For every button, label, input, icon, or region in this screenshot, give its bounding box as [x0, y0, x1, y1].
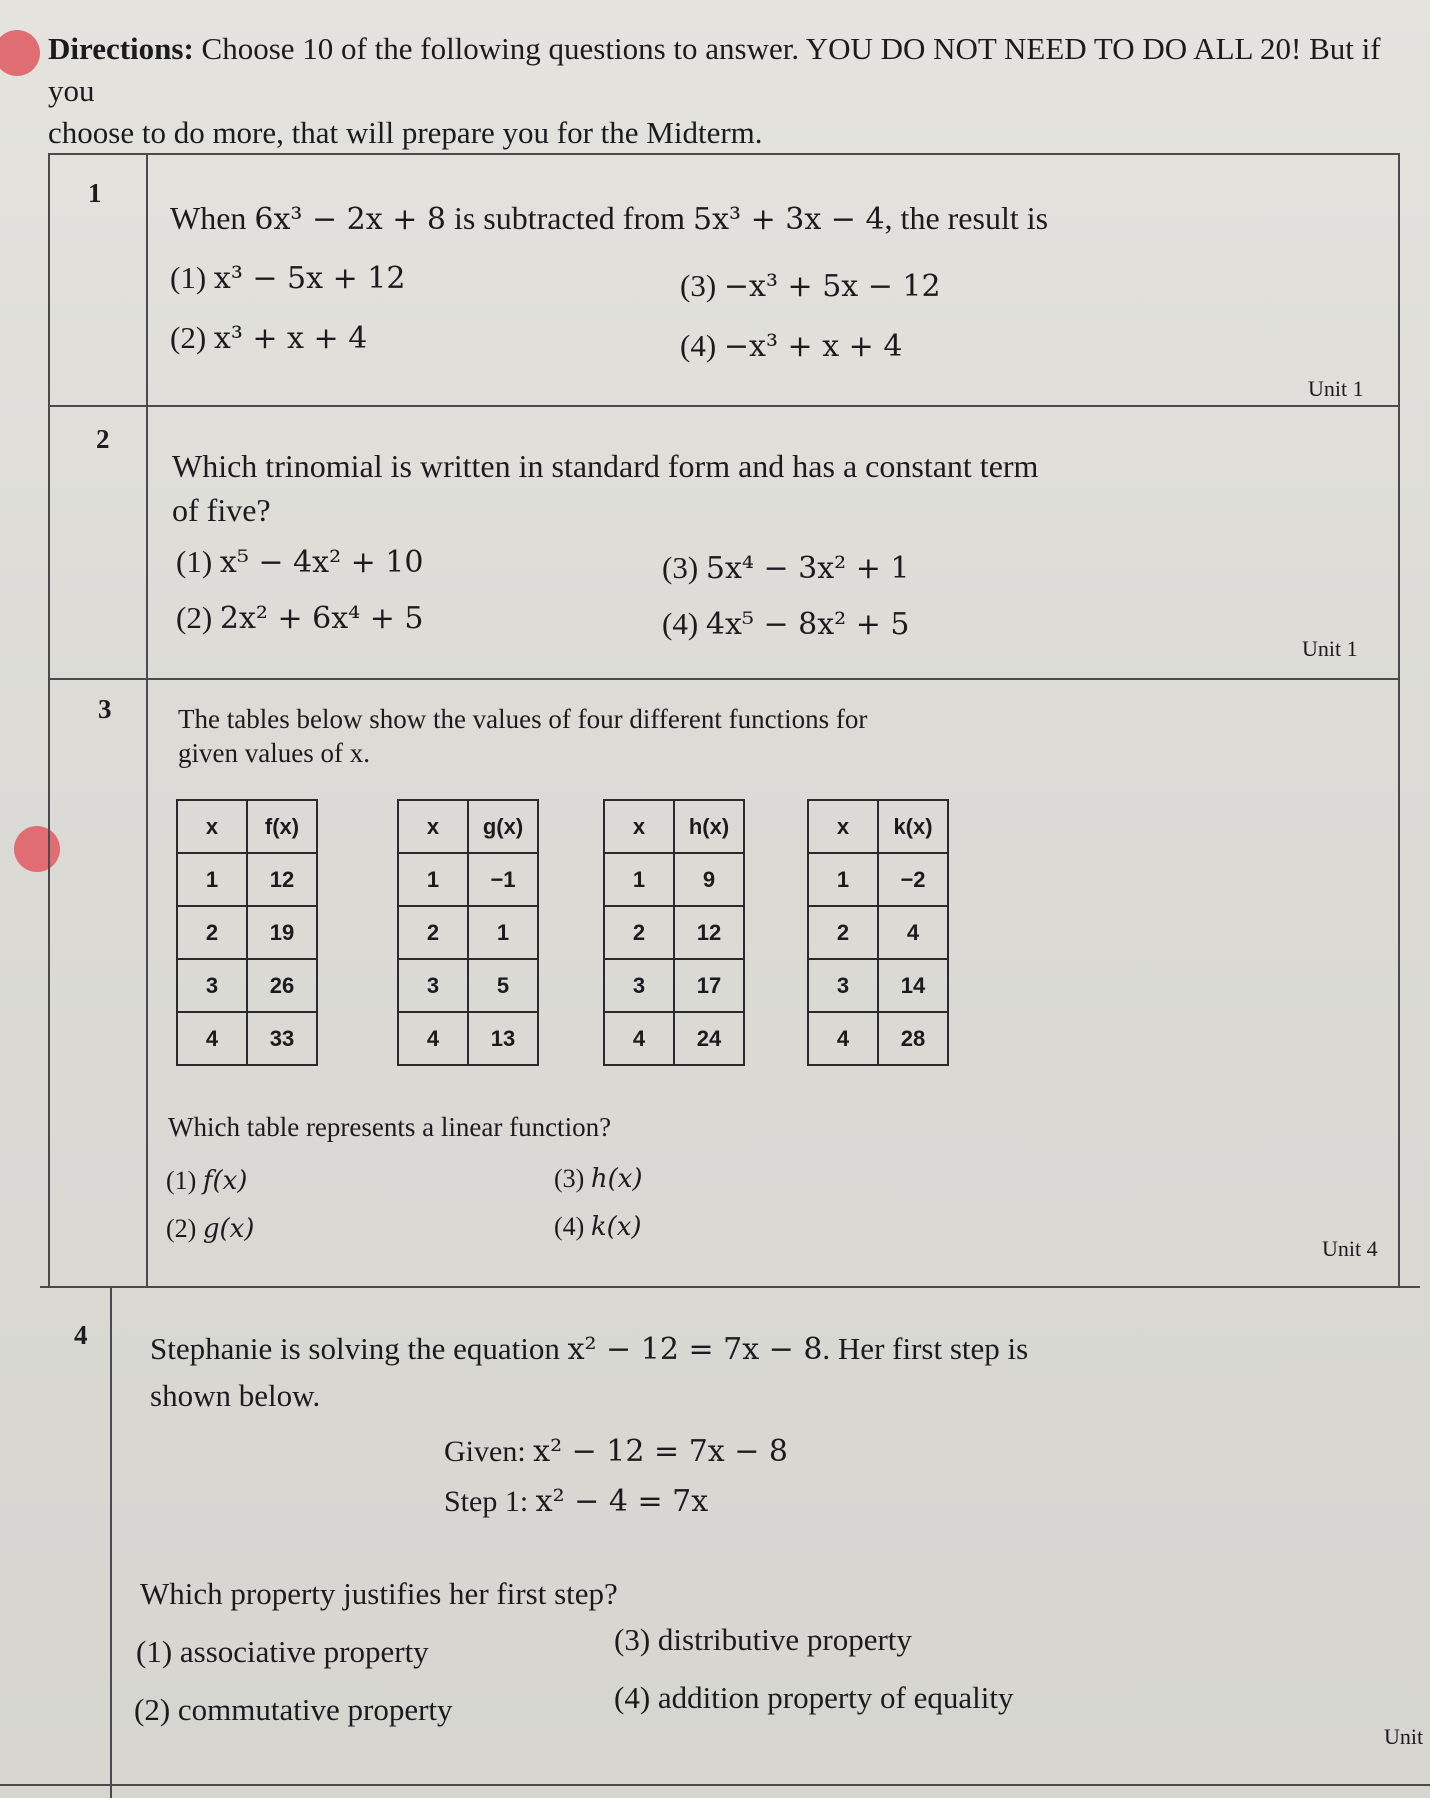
- directions-line-2: choose to do more, that will prepare you for the Midterm.: [48, 115, 763, 150]
- table-cell: 2: [604, 906, 674, 959]
- table-cell: 28: [878, 1012, 948, 1065]
- option-value: −x³ + x + 4: [723, 329, 903, 364]
- option-value: 5x⁴ − 3x² + 1: [705, 551, 910, 586]
- question-1-option-4[interactable]: [680, 328, 902, 364]
- function-table-k: [807, 799, 949, 1066]
- question-3-unit: Unit 4: [1322, 1236, 1378, 1261]
- table-cell: 4: [398, 1012, 468, 1065]
- table-cell: 9: [674, 853, 744, 906]
- table-cell: 5: [468, 959, 538, 1012]
- table-cell: 2: [398, 906, 468, 959]
- question-3-option-4[interactable]: [554, 1212, 642, 1242]
- table-row: [604, 959, 744, 1012]
- question-4-unit: Unit: [1384, 1724, 1424, 1749]
- table-cell: 3: [808, 959, 878, 1012]
- table-header-y: g(x): [468, 800, 538, 853]
- question-4-prompt: Which property justifies her first step?: [140, 1576, 618, 1611]
- q4-number-column-divider: [110, 1286, 112, 1798]
- question-1-text-post: , the result is: [884, 200, 1049, 236]
- table-cell: 17: [674, 959, 744, 1012]
- question-1-option-2[interactable]: [170, 320, 367, 356]
- question-1-unit: Unit 1: [1308, 376, 1364, 401]
- table-row: [808, 853, 948, 906]
- question-4-text-pre: Stephanie is solving the equation: [150, 1331, 568, 1366]
- option-label: (1): [170, 260, 207, 295]
- directions-label: Directions:: [48, 31, 194, 66]
- option-value: x³ − 5x + 12: [213, 261, 406, 296]
- table-cell: 13: [468, 1012, 538, 1065]
- option-value: h(x): [590, 1164, 643, 1194]
- table-cell: 1: [177, 853, 247, 906]
- function-table-f: [176, 799, 318, 1066]
- question-4-option-1[interactable]: [136, 1634, 429, 1670]
- question-2-option-4[interactable]: [662, 606, 909, 642]
- option-label: (4): [662, 606, 699, 641]
- option-value: 4x⁵ − 8x² + 5: [705, 607, 910, 642]
- table-row: [177, 959, 317, 1012]
- option-value: f(x): [202, 1166, 248, 1196]
- option-label: (2): [170, 320, 207, 355]
- question-4-text: [150, 1326, 1028, 1419]
- table-cell: 19: [247, 906, 317, 959]
- directions-line-1: Choose 10 of the following questions to answer. YOU DO NOT NEED TO DO ALL 20! But if you: [48, 31, 1381, 108]
- question-1-text-mid: is subtracted from: [445, 200, 693, 236]
- question-3-option-3[interactable]: [554, 1164, 643, 1194]
- question-4-text-line-2: shown below.: [150, 1378, 321, 1413]
- question-4-step-1: [444, 1484, 708, 1519]
- question-1-option-1[interactable]: [170, 260, 405, 296]
- red-marker-dot: [14, 826, 60, 872]
- table-header-row: [604, 800, 744, 853]
- option-value: g(x): [202, 1214, 255, 1244]
- question-3-prompt: Which table represents a linear function?: [168, 1112, 612, 1142]
- table-cell: −1: [468, 853, 538, 906]
- question-3-text-line-2: given values of x.: [178, 738, 370, 768]
- table-row: [177, 906, 317, 959]
- table-cell: −2: [878, 853, 948, 906]
- question-1-expr-b: 5x³ + 3x − 4: [693, 202, 885, 237]
- table-header-row: [177, 800, 317, 853]
- table-cell: 4: [878, 906, 948, 959]
- table-cell: 3: [604, 959, 674, 1012]
- option-label: (3): [680, 268, 717, 303]
- question-3-number: 3: [98, 694, 112, 724]
- table-row: [808, 1012, 948, 1065]
- function-table-h: [603, 799, 745, 1066]
- table-row: [808, 959, 948, 1012]
- table-cell: 1: [468, 906, 538, 959]
- question-4-text-post: . Her first step is: [822, 1331, 1029, 1366]
- table-cell: 12: [247, 853, 317, 906]
- option-label: (4): [554, 1212, 585, 1241]
- table-cell: 4: [604, 1012, 674, 1065]
- table-cell: 4: [177, 1012, 247, 1065]
- question-2-text-line-2: of five?: [172, 492, 271, 528]
- table-border-bottom: [0, 1784, 1430, 1786]
- question-4-given: [444, 1434, 788, 1469]
- row-divider-2: [48, 678, 1400, 680]
- table-header-x: x: [398, 800, 468, 853]
- table-header-y: k(x): [878, 800, 948, 853]
- question-1-text: [170, 196, 1048, 242]
- option-label: (3): [614, 1622, 651, 1657]
- table-header-row: [808, 800, 948, 853]
- question-3-option-1[interactable]: [166, 1166, 247, 1196]
- question-2-option-3[interactable]: [662, 550, 909, 586]
- table-cell: 1: [604, 853, 674, 906]
- option-label: (1): [176, 544, 213, 579]
- option-label: (3): [554, 1164, 585, 1193]
- table-cell: 33: [247, 1012, 317, 1065]
- question-1-option-3[interactable]: [680, 268, 941, 304]
- table-cell: 14: [878, 959, 948, 1012]
- option-value: 2x² + 6x⁴ + 5: [219, 601, 424, 636]
- step-label: Step 1:: [444, 1485, 536, 1518]
- table-header-x: x: [177, 800, 247, 853]
- question-3-text-line-1: The tables below show the values of four different functions for: [178, 704, 868, 734]
- row-divider-3: [40, 1286, 1420, 1288]
- table-cell: 2: [808, 906, 878, 959]
- table-cell: 26: [247, 959, 317, 1012]
- option-label: (4): [680, 328, 717, 363]
- table-border-top: [48, 153, 1400, 155]
- question-4-option-3[interactable]: [614, 1622, 912, 1658]
- question-1-number: 1: [88, 178, 102, 208]
- option-label: (1): [136, 1634, 173, 1669]
- row-divider-1: [48, 405, 1400, 407]
- question-2-text: [172, 444, 1372, 532]
- directions: [48, 28, 1418, 154]
- table-row: [398, 853, 538, 906]
- table-header-x: x: [808, 800, 878, 853]
- given-label: Given:: [444, 1435, 534, 1468]
- option-value: x⁵ − 4x² + 10: [219, 545, 424, 580]
- question-4-number: 4: [74, 1320, 88, 1350]
- table-cell: 3: [398, 959, 468, 1012]
- question-4-option-4[interactable]: [614, 1680, 1013, 1716]
- question-3-text: [178, 702, 867, 770]
- question-2-text-line-1: Which trinomial is written in standard form and has a constant term: [172, 448, 1039, 484]
- step-expr: x² − 4 = 7x: [535, 1484, 709, 1519]
- option-value: commutative property: [177, 1692, 453, 1727]
- table-header-x: x: [604, 800, 674, 853]
- table-header-y: f(x): [247, 800, 317, 853]
- given-expr: x² − 12 = 7x − 8: [533, 1434, 788, 1469]
- question-1-expr-a: 6x³ − 2x + 8: [254, 202, 446, 237]
- option-value: −x³ + 5x − 12: [723, 269, 941, 304]
- table-cell: 2: [177, 906, 247, 959]
- table-header-row: [398, 800, 538, 853]
- option-value: k(x): [590, 1212, 642, 1242]
- option-value: addition property of equality: [657, 1680, 1014, 1715]
- table-row: [604, 1012, 744, 1065]
- function-table-g: [397, 799, 539, 1066]
- option-value: associative property: [179, 1634, 429, 1669]
- option-label: (4): [614, 1680, 651, 1715]
- number-column-divider: [146, 153, 148, 1286]
- question-3-option-2[interactable]: [166, 1214, 254, 1244]
- question-2-option-1[interactable]: [176, 544, 423, 580]
- question-4-option-2[interactable]: [134, 1692, 453, 1728]
- table-row: [604, 853, 744, 906]
- question-1-text-pre: When: [170, 200, 255, 236]
- table-row: [398, 906, 538, 959]
- table-border-right: [1398, 153, 1400, 1286]
- option-label: (2): [176, 600, 213, 635]
- table-row: [398, 959, 538, 1012]
- table-border-left: [48, 153, 50, 1286]
- option-value: x³ + x + 4: [213, 321, 368, 356]
- table-row: [604, 906, 744, 959]
- table-row: [808, 906, 948, 959]
- table-cell: 4: [808, 1012, 878, 1065]
- question-4-expr: x² − 12 = 7x − 8: [567, 1332, 823, 1367]
- table-cell: 1: [808, 853, 878, 906]
- question-2-unit: Unit 1: [1302, 636, 1358, 661]
- table-cell: 1: [398, 853, 468, 906]
- table-row: [177, 853, 317, 906]
- option-label: (3): [662, 550, 699, 585]
- question-2-option-2[interactable]: [176, 600, 423, 636]
- table-row: [177, 1012, 317, 1065]
- question-2-number: 2: [96, 424, 110, 454]
- table-cell: 24: [674, 1012, 744, 1065]
- option-value: distributive property: [657, 1622, 912, 1657]
- option-label: (2): [134, 1692, 171, 1727]
- table-cell: 12: [674, 906, 744, 959]
- table-header-y: h(x): [674, 800, 744, 853]
- option-label: (1): [166, 1166, 197, 1195]
- table-cell: 3: [177, 959, 247, 1012]
- table-row: [398, 1012, 538, 1065]
- option-label: (2): [166, 1214, 197, 1243]
